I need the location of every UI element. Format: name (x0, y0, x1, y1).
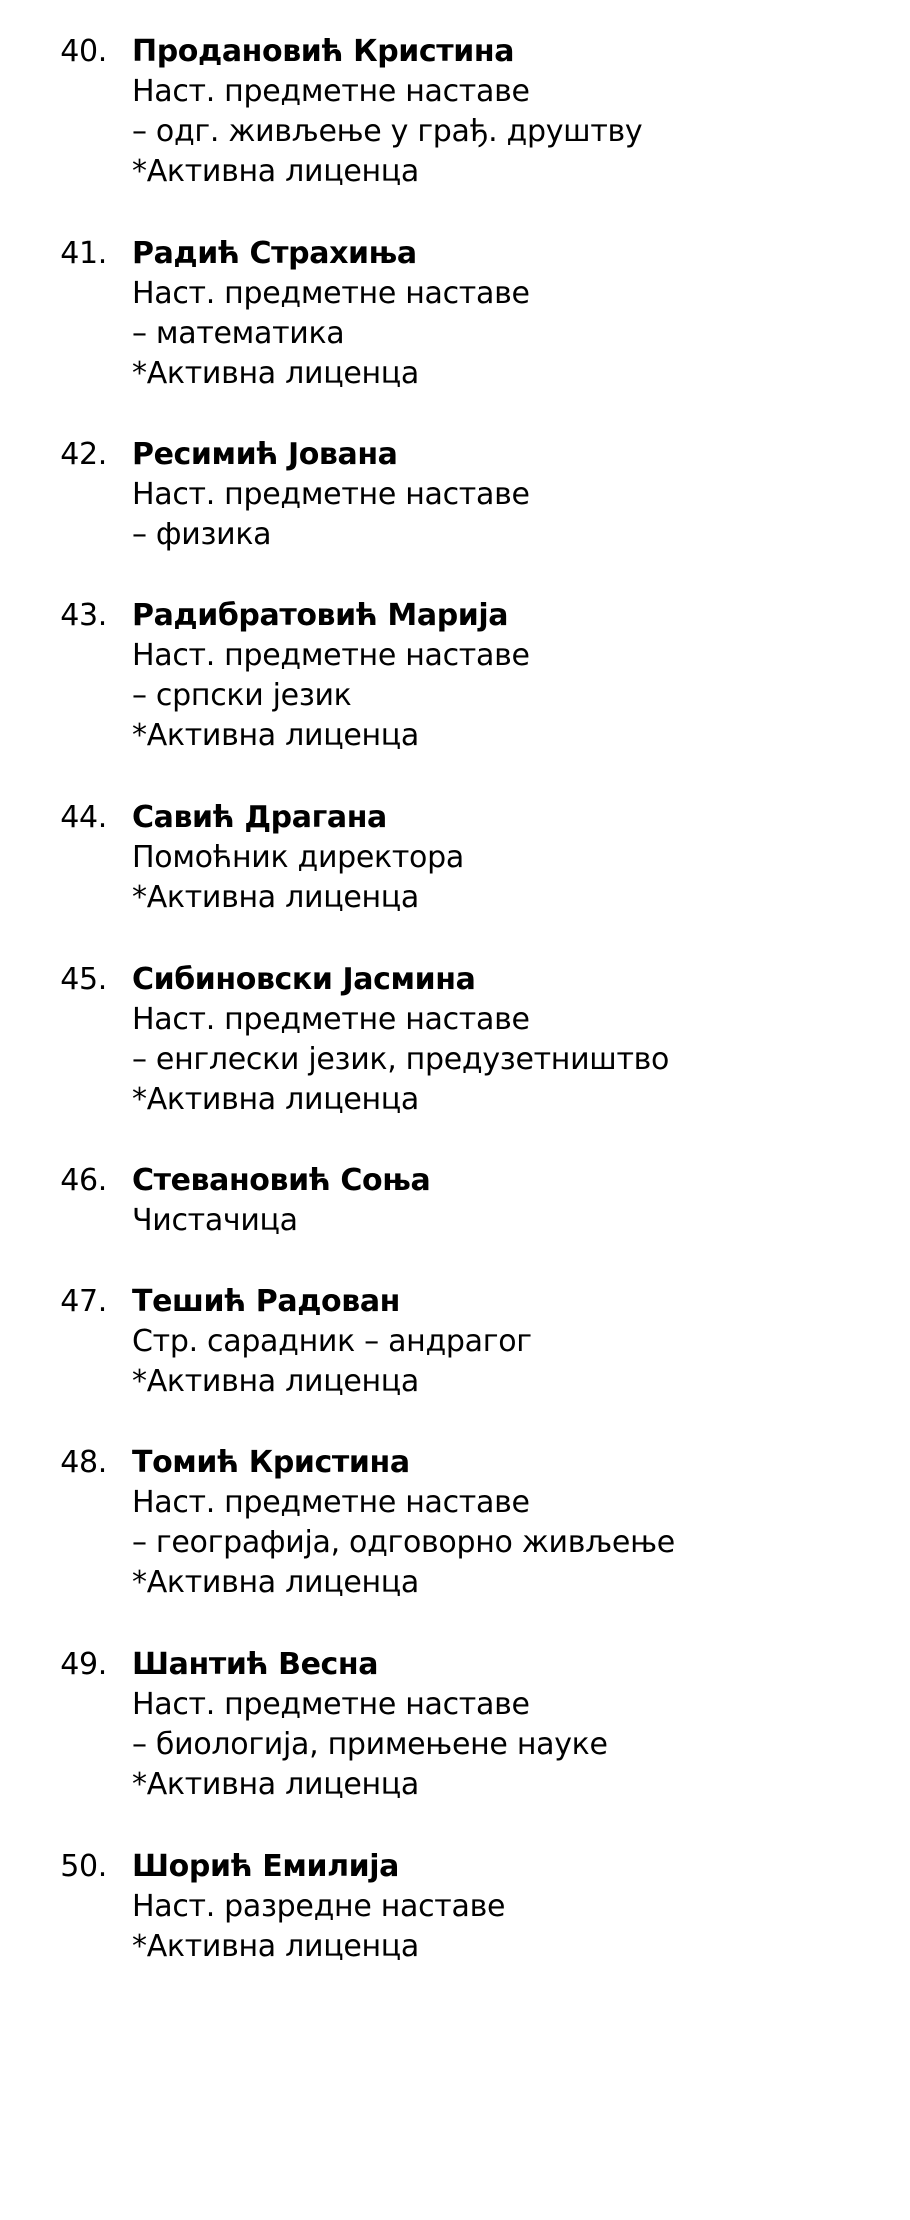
entry-number: 43. (60, 598, 107, 633)
entry-license: *Активна лиценца (132, 1364, 419, 1399)
entry-details (132, 596, 892, 756)
entry-details (132, 1443, 892, 1603)
entry-name: Сибиновски Јасмина (132, 962, 476, 997)
entry-number: 40. (60, 34, 107, 69)
entry-number: 49. (60, 1647, 107, 1682)
entry-name: Шантић Весна (132, 1647, 379, 1682)
entry-role: Наст. предметне наставе (132, 74, 530, 109)
entry-name: Шорић Емилија (132, 1849, 399, 1884)
entry-details (132, 1847, 892, 1967)
entry-license: *Активна лиценца (132, 1082, 419, 1117)
entry-number: 44. (60, 800, 107, 835)
entry-subject: – географија, одговорно живљење (132, 1525, 675, 1560)
entry-name: Ресимић Јована (132, 437, 398, 472)
entry-details (132, 32, 892, 192)
entry-subject: – енглески језик, предузетништво (132, 1042, 670, 1077)
entry-name: Радић Страхиња (132, 236, 417, 271)
entry-subject: – математика (132, 316, 345, 351)
entry-details (132, 1161, 892, 1241)
entry-role: Помоћник директора (132, 840, 464, 875)
entry-subject: – одг. живљење у грађ. друштву (132, 114, 643, 149)
entry-number: 50. (60, 1849, 107, 1884)
entry-subject: – српски језик (132, 678, 352, 713)
entry-number: 46. (60, 1163, 107, 1198)
entry-role: Стр. сарадник – андрагог (132, 1324, 532, 1359)
entry-details (132, 1282, 892, 1402)
entry-role: Чистачица (132, 1203, 298, 1238)
entry-license: *Активна лиценца (132, 154, 419, 189)
entry-details (132, 960, 892, 1120)
entry-details (132, 1645, 892, 1805)
entry-subject: – биологија, примењене науке (132, 1727, 608, 1762)
entry-role: Наст. предметне наставе (132, 1687, 530, 1722)
entry-number: 42. (60, 437, 107, 472)
entry-role: Наст. предметне наставе (132, 1485, 530, 1520)
entry-number: 48. (60, 1445, 107, 1480)
entry-license: *Активна лиценца (132, 718, 419, 753)
entry-name: Радибратовић Марија (132, 598, 509, 633)
entry-number: 41. (60, 236, 107, 271)
entry-number: 47. (60, 1284, 107, 1319)
entry-details (132, 798, 892, 918)
entry-license: *Активна лиценца (132, 1565, 419, 1600)
entry-details (132, 234, 892, 394)
entry-license: *Активна лиценца (132, 1929, 419, 1964)
entry-role: Наст. предметне наставе (132, 276, 530, 311)
entry-license: *Активна лиценца (132, 880, 419, 915)
entry-number: 45. (60, 962, 107, 997)
entry-name: Савић Драгана (132, 800, 387, 835)
entry-name: Стевановић Соња (132, 1163, 431, 1198)
entry-license: *Активна лиценца (132, 356, 419, 391)
entry-license: *Активна лиценца (132, 1767, 419, 1802)
entry-details (132, 435, 892, 555)
entry-role: Наст. предметне наставе (132, 1002, 530, 1037)
entry-name: Продановић Кристина (132, 34, 515, 69)
entry-role: Наст. предметне наставе (132, 477, 530, 512)
entry-role: Наст. разредне наставе (132, 1889, 506, 1924)
entry-role: Наст. предметне наставе (132, 638, 530, 673)
entry-subject: – физика (132, 517, 272, 552)
entry-name: Томић Кристина (132, 1445, 410, 1480)
entry-name: Тешић Радован (132, 1284, 400, 1319)
